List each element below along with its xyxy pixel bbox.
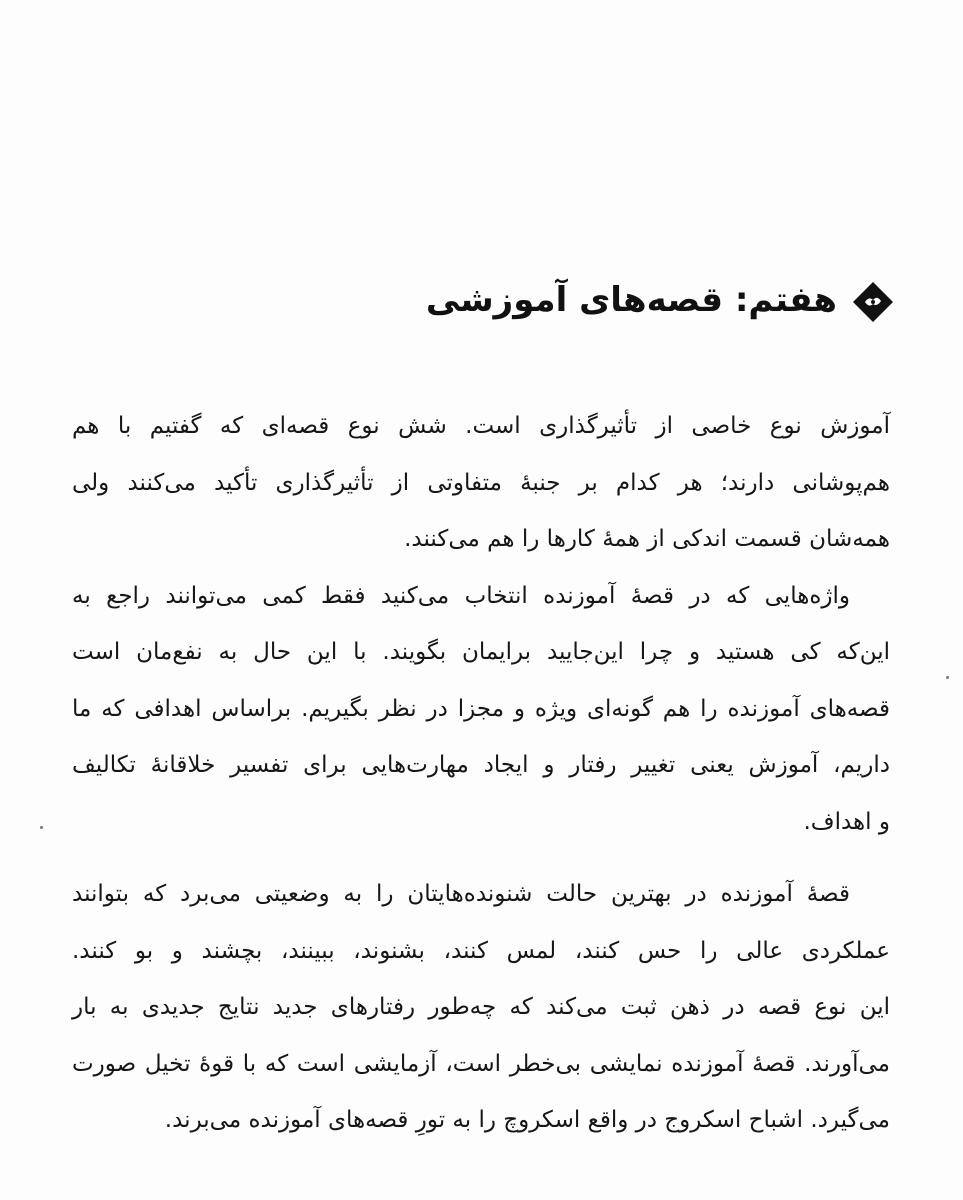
text-line: آموزش نوع خاصی از تأثیرگذاری است. شش نوع قصه‌ای که گفتیم با هم [72,413,890,439]
text-line: این‌که کی هستید و چرا این‌جایید برایمان بگویند. با این حال به نفع‌مان است [72,639,890,665]
chapter-heading [426,276,895,324]
text-line: هم‌پوشانی دارند؛ هر کدام بر جنبهٔ متفاوتی از تأثیرگذاری تأکید می‌کنند ولی [72,469,890,496]
text-line: داریم، آموزش یعنی تغییر رفتار و ایجاد مهارت‌هایی برای تفسیر خلاقانهٔ تکالیف [72,752,890,778]
paragraph-2 [72,568,890,851]
body-text [72,398,890,1149]
text-line: قصهٔ آموزنده در بهترین حالت شنونده‌هایتان را به وضعیتی می‌برد که بتوانند [72,881,850,907]
text-line: می‌آورند. قصهٔ آموزنده نمایشی بی‌خطر است، آزمایشی است که با قوهٔ تخیل صورت [72,1050,890,1077]
text-line: این نوع قصه در ذهن ثبت می‌کند که چه‌طور رفتارهای جدید نتایج جدیدی به بار [72,994,890,1020]
text-line: و اهداف. [803,808,890,835]
paper-speck [946,676,949,679]
text-line: همه‌شان قسمت اندکی از همهٔ کارها را هم می‌کنند. [404,526,890,552]
text-line: عملکردی عالی را حس کنند، لمس کنند، بشنوند، ببینند، بچشند و بو کنند. [72,937,890,964]
text-line: واژه‌هایی که در قصهٔ آموزنده انتخاب می‌کنید فقط کمی می‌توانند راجع به [72,582,850,609]
text-line: می‌گیرد. اشباح اسکروج در واقع اسکروچ را به تورِ قصه‌های آموزنده می‌برند. [164,1107,890,1133]
diamond-ornament-icon [851,280,895,324]
chapter-title: هفتم: قصه‌های آموزشی [425,280,837,320]
paragraph-3 [72,866,890,1149]
paper-speck [40,826,43,829]
text-line: قصه‌های آموزنده را هم گونه‌ای ویژه و مجزا در نظر بگیریم. براساس اهدافی که ما [72,695,890,722]
paragraph-1 [72,398,890,568]
